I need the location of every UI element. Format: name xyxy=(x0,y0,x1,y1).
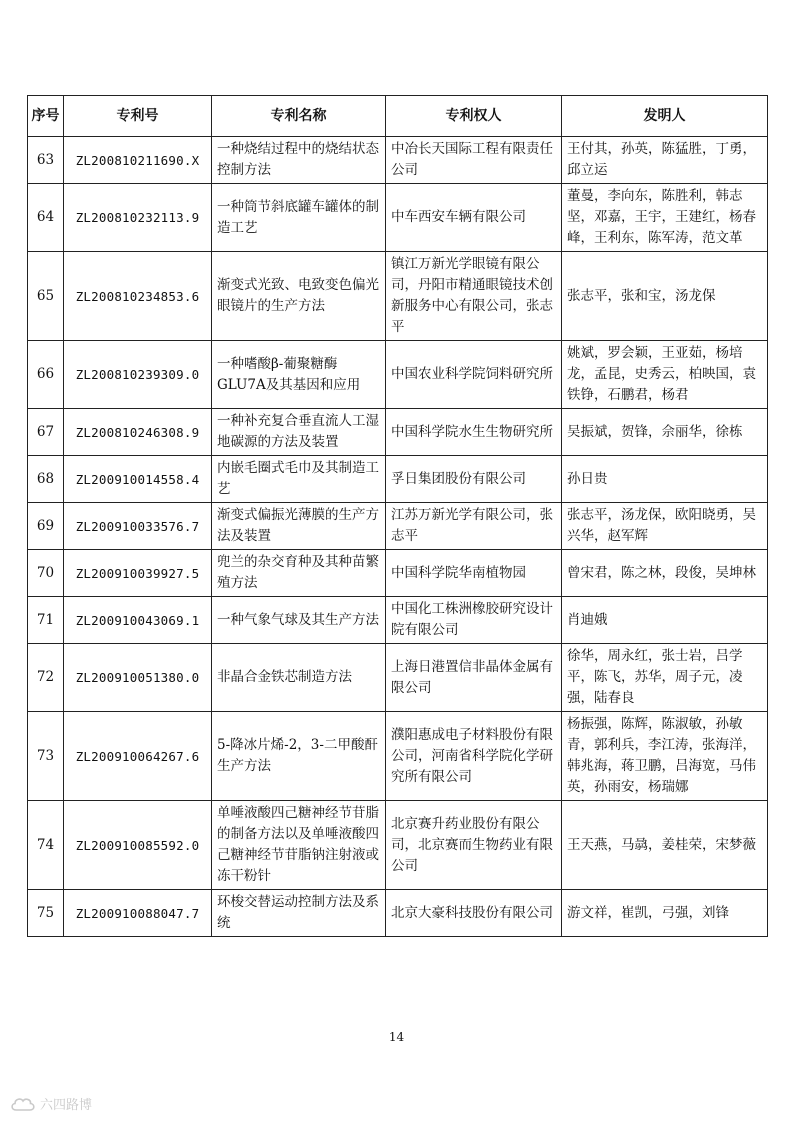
table-row xyxy=(28,184,768,252)
row-patent-number: ZL200910039927.5 xyxy=(64,550,212,597)
row-inventors: 王天燕，马骉，姜桂荣，宋梦薇 xyxy=(562,801,768,890)
row-patent-name: 一种烧结过程中的烧结状态控制方法 xyxy=(212,137,386,184)
row-patent-holder: 镇江万新光学眼镜有限公司，丹阳市精通眼镜技术创新服务中心有限公司，张志平 xyxy=(386,252,562,341)
table-row xyxy=(28,597,768,644)
row-inventors: 吴振斌，贺锋，佘丽华，徐栋 xyxy=(562,409,768,456)
row-seq: 66 xyxy=(28,341,64,409)
row-patent-holder: 濮阳惠成电子材料股份有限公司，河南省科学院化学研究所有限公司 xyxy=(386,712,562,801)
row-patent-holder: 中国科学院华南植物园 xyxy=(386,550,562,597)
row-patent-holder: 中国科学院水生生物研究所 xyxy=(386,409,562,456)
row-patent-name: 一种筒节斜底罐车罐体的制造工艺 xyxy=(212,184,386,252)
row-inventors: 游文祥，崔凯，弓强，刘锋 xyxy=(562,890,768,937)
row-patent-number: ZL200910014558.4 xyxy=(64,456,212,503)
header-patent-number: 专利号 xyxy=(64,96,212,137)
table-row xyxy=(28,801,768,890)
row-inventors: 张志平，张和宝，汤龙保 xyxy=(562,252,768,341)
header-patent-holder: 专利权人 xyxy=(386,96,562,137)
table-row xyxy=(28,550,768,597)
row-patent-number: ZL200910051380.0 xyxy=(64,644,212,712)
row-patent-number: ZL200910088047.7 xyxy=(64,890,212,937)
row-patent-holder: 中国化工株洲橡胶研究设计院有限公司 xyxy=(386,597,562,644)
cloud-icon xyxy=(10,1096,36,1112)
row-inventors: 孙日贵 xyxy=(562,456,768,503)
table-row xyxy=(28,890,768,937)
row-seq: 69 xyxy=(28,503,64,550)
table-row xyxy=(28,252,768,341)
row-patent-name: 一种补充复合垂直流人工湿地碳源的方法及装置 xyxy=(212,409,386,456)
table-row xyxy=(28,137,768,184)
row-inventors: 姚斌，罗会颖，王亚茹，杨培龙，孟昆，史秀云，柏映国，袁铁铮，石鹏君，杨君 xyxy=(562,341,768,409)
row-inventors: 曾宋君，陈之林，段俊，吴坤林 xyxy=(562,550,768,597)
page-number: 14 xyxy=(388,1030,405,1044)
table-row xyxy=(28,341,768,409)
table-header-row xyxy=(28,96,768,137)
row-patent-holder: 上海日港置信非晶体金属有限公司 xyxy=(386,644,562,712)
row-seq: 64 xyxy=(28,184,64,252)
row-patent-name: 兜兰的杂交育种及其种苗繁殖方法 xyxy=(212,550,386,597)
table-row xyxy=(28,644,768,712)
row-patent-number: ZL200810234853.6 xyxy=(64,252,212,341)
row-patent-name: 渐变式偏振光薄膜的生产方法及装置 xyxy=(212,503,386,550)
row-patent-name: 5-降冰片烯-2，3-二甲酸酐生产方法 xyxy=(212,712,386,801)
row-seq: 72 xyxy=(28,644,64,712)
patent-table xyxy=(27,95,768,937)
row-patent-number: ZL200810246308.9 xyxy=(64,409,212,456)
watermark xyxy=(10,1094,92,1113)
row-patent-holder: 孚日集团股份有限公司 xyxy=(386,456,562,503)
row-patent-number: ZL200910064267.6 xyxy=(64,712,212,801)
row-inventors: 董曼，李向东，陈胜利，韩志坚，邓嘉，王宇，王建红，杨春峰，王利东，陈军涛，范文革 xyxy=(562,184,768,252)
row-patent-holder: 北京大豪科技股份有限公司 xyxy=(386,890,562,937)
row-seq: 67 xyxy=(28,409,64,456)
row-patent-holder: 中国农业科学院饲料研究所 xyxy=(386,341,562,409)
row-patent-name: 内嵌毛圈式毛巾及其制造工艺 xyxy=(212,456,386,503)
row-patent-number: ZL200910033576.7 xyxy=(64,503,212,550)
row-seq: 65 xyxy=(28,252,64,341)
row-inventors: 肖迪娥 xyxy=(562,597,768,644)
row-patent-number: ZL200910085592.0 xyxy=(64,801,212,890)
row-seq: 73 xyxy=(28,712,64,801)
row-patent-number: ZL200810232113.9 xyxy=(64,184,212,252)
table-row xyxy=(28,503,768,550)
table-row xyxy=(28,409,768,456)
row-patent-name: 一种嗜酸β-葡聚糖酶GLU7A及其基因和应用 xyxy=(212,341,386,409)
row-patent-name: 渐变式光致、电致变色偏光眼镜片的生产方法 xyxy=(212,252,386,341)
table-row xyxy=(28,456,768,503)
row-seq: 63 xyxy=(28,137,64,184)
row-patent-name: 环梭交替运动控制方法及系统 xyxy=(212,890,386,937)
row-inventors: 杨振强，陈辉，陈淑敏，孙敏青，郭利兵，李江涛，张海洋，韩兆海，蒋卫鹏，吕海宽，马伟英，孙雨安，杨瑞娜 xyxy=(562,712,768,801)
row-inventors: 张志平，汤龙保，欧阳晓勇，吴兴华，赵军辉 xyxy=(562,503,768,550)
row-seq: 70 xyxy=(28,550,64,597)
row-seq: 74 xyxy=(28,801,64,890)
header-seq: 序号 xyxy=(28,96,64,137)
row-seq: 71 xyxy=(28,597,64,644)
row-patent-holder: 中冶长天国际工程有限责任公司 xyxy=(386,137,562,184)
row-seq: 75 xyxy=(28,890,64,937)
row-patent-name: 非晶合金铁芯制造方法 xyxy=(212,644,386,712)
row-seq: 68 xyxy=(28,456,64,503)
row-patent-name: 一种气象气球及其生产方法 xyxy=(212,597,386,644)
row-patent-holder: 中车西安车辆有限公司 xyxy=(386,184,562,252)
watermark-text: 六四路博 xyxy=(40,1098,93,1113)
row-patent-holder: 北京赛升药业股份有限公司，北京赛而生物药业有限公司 xyxy=(386,801,562,890)
row-patent-name: 单唾液酸四己糖神经节苷脂的制备方法以及单唾液酸四己糖神经节苷脂钠注射液或冻干粉针 xyxy=(212,801,386,890)
table-body xyxy=(28,137,768,937)
row-patent-holder: 江苏万新光学有限公司，张志平 xyxy=(386,503,562,550)
row-patent-number: ZL200810211690.X xyxy=(64,137,212,184)
row-patent-number: ZL200810239309.0 xyxy=(64,341,212,409)
table-row xyxy=(28,712,768,801)
row-inventors: 王付其，孙英，陈猛胜，丁勇，邱立运 xyxy=(562,137,768,184)
header-inventors: 发明人 xyxy=(562,96,768,137)
row-inventors: 徐华，周永红，张士岩，吕学平，陈飞，苏华，周子元，凌强，陆春良 xyxy=(562,644,768,712)
header-patent-name: 专利名称 xyxy=(212,96,386,137)
row-patent-number: ZL200910043069.1 xyxy=(64,597,212,644)
